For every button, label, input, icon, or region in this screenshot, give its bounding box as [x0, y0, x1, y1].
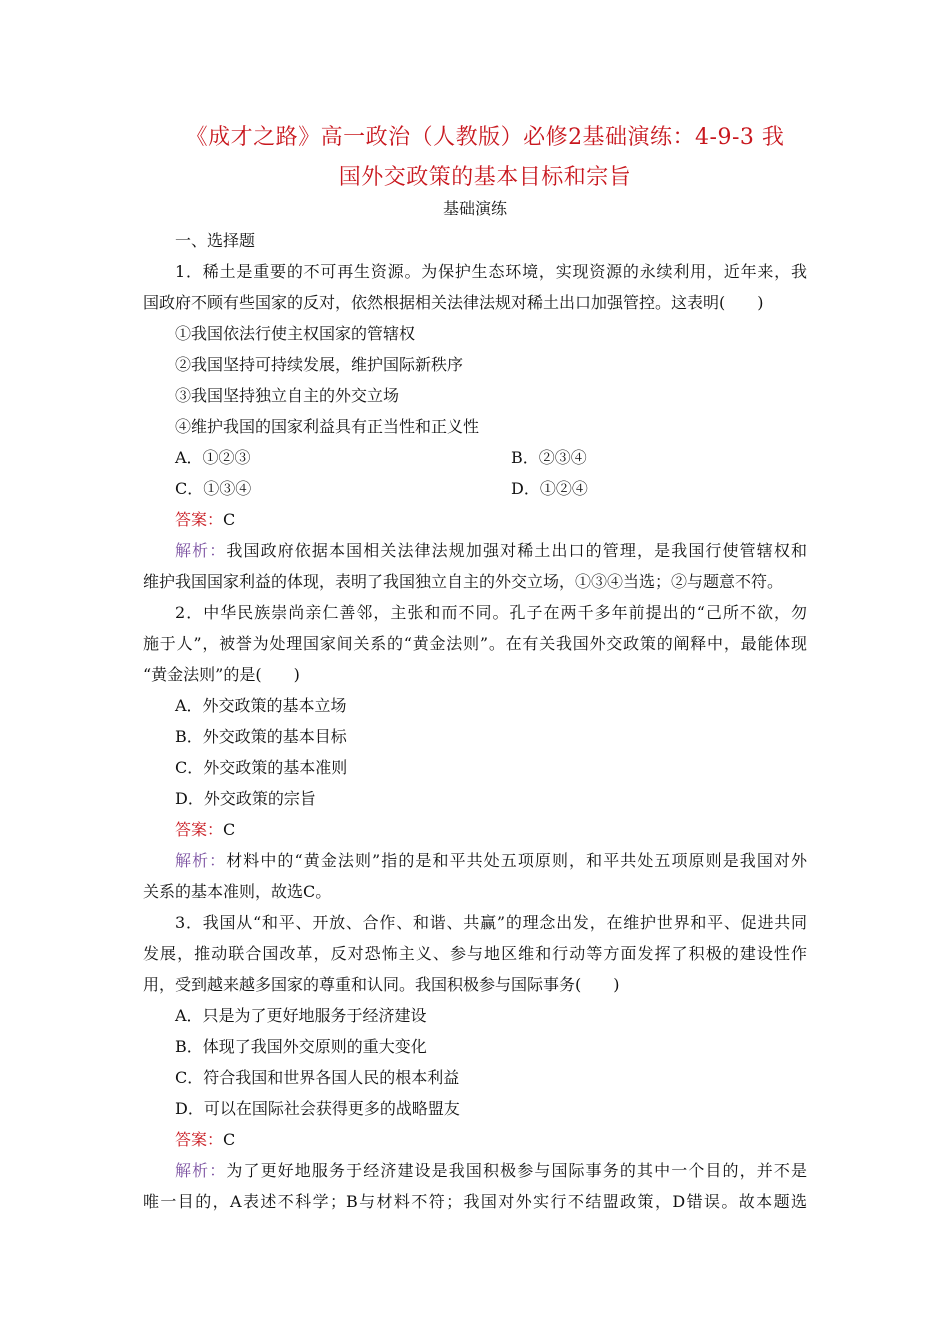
statement-item: ③我国坚持独立自主的外交立场: [175, 386, 400, 405]
analysis-label: 解析：: [175, 1161, 227, 1180]
question-stem-line: “黄金法则”的是( ): [143, 665, 300, 684]
analysis-line: [143, 1155, 807, 1186]
option-a: A．外交政策的基本立场: [175, 696, 347, 715]
question-stem-line: 3．我国从“和平、开放、合作、和谐、共赢”的理念出发，在维护世界和平、促进共同: [175, 913, 807, 932]
question-stem-line: 1．稀土是重要的不可再生资源。为保护生态环境，实现资源的永续利用，近年来，我: [175, 262, 807, 281]
option-c: C．外交政策的基本准则: [175, 758, 348, 777]
analysis-label: 解析：: [175, 851, 227, 870]
answer-line: [143, 504, 807, 535]
question-stem-line: 国政府不顾有些国家的反对，依然根据相关法律法规对稀土出口加强管控。这表明( ): [143, 293, 764, 312]
analysis-line: 唯一目的，A表述不科学；B与材料不符；我国对外实行不结盟政策，D错误。故本题选: [143, 1192, 807, 1211]
option-b: B．②③④: [511, 448, 587, 467]
question-3: [143, 907, 807, 1217]
analysis-line: 维护我国国家利益的体现，表明了我国独立自主的外交立场，①③④当选；②与题意不符。: [143, 572, 784, 591]
answer-line: [143, 814, 807, 845]
option-b: B．体现了我国外交原则的重大变化: [175, 1037, 427, 1056]
option-a: A．①②③: [175, 448, 251, 467]
option-c: C．符合我国和世界各国人民的根本利益: [175, 1068, 460, 1087]
analysis-label: 解析：: [175, 541, 227, 560]
question-1: [143, 256, 807, 597]
option-d: D．①②④: [511, 479, 588, 498]
question-2: [143, 597, 807, 907]
analysis-text: 为了更好地服务于经济建设是我国积极参与国际事务的其中一个目的，并不是: [226, 1161, 807, 1180]
document-body: [143, 225, 807, 1217]
title-line-1: 《成才之路》高一政治（人教版）必修2基础演练：4-9-3 我: [185, 125, 785, 150]
answer-value: C: [223, 820, 236, 839]
statement-item: ④维护我国的国家利益具有正当性和正义性: [175, 417, 480, 436]
title-line-2: 国外交政策的基本目标和宗旨: [338, 165, 632, 190]
options-row: [143, 473, 807, 504]
statement-item: ②我国坚持可持续发展，维护国际新秩序: [175, 355, 464, 374]
analysis-line: [143, 535, 807, 566]
analysis-line: [143, 845, 807, 876]
option-d: D．可以在国际社会获得更多的战略盟友: [175, 1099, 460, 1118]
option-c: C．①③④: [175, 479, 252, 498]
document-title: [140, 118, 830, 198]
answer-value: C: [223, 1130, 236, 1149]
answer-label: 答案：: [175, 820, 224, 839]
answer-line: [143, 1124, 807, 1155]
question-stem-line: 施于人”，被誉为处理国家间关系的“黄金法则”。在有关我国外交政策的阐释中，最能体现: [143, 634, 807, 653]
statement-item: ①我国依法行使主权国家的管辖权: [175, 324, 416, 343]
section-heading: 一、选择题: [175, 231, 256, 250]
option-d: D．外交政策的宗旨: [175, 789, 316, 808]
option-a: A．只是为了更好地服务于经济建设: [175, 1006, 427, 1025]
question-stem-line: 发展，推动联合国改革，反对恐怖主义、参与地区维和行动等方面发挥了积极的建设性作: [143, 944, 807, 963]
question-stem-line: 2．中华民族崇尚亲仁善邻，主张和而不同。孔子在两千多年前提出的“己所不欲，勿: [175, 603, 807, 622]
answer-label: 答案：: [175, 1130, 224, 1149]
analysis-text: 我国政府依据本国相关法律法规加强对稀土出口的管理，是我国行使管辖权和: [226, 541, 807, 560]
analysis-text: 材料中的“黄金法则”指的是和平共处五项原则，和平共处五项原则是我国对外: [226, 851, 807, 870]
section-subtitle: 基础演练: [442, 199, 507, 218]
analysis-line: 关系的基本准则，故选C。: [143, 882, 332, 901]
options-row: [143, 442, 807, 473]
answer-value: C: [223, 510, 236, 529]
option-b: B．外交政策的基本目标: [175, 727, 347, 746]
answer-label: 答案：: [175, 510, 224, 529]
question-stem-line: 用，受到越来越多国家的尊重和认同。我国积极参与国际事务( ): [143, 975, 620, 994]
